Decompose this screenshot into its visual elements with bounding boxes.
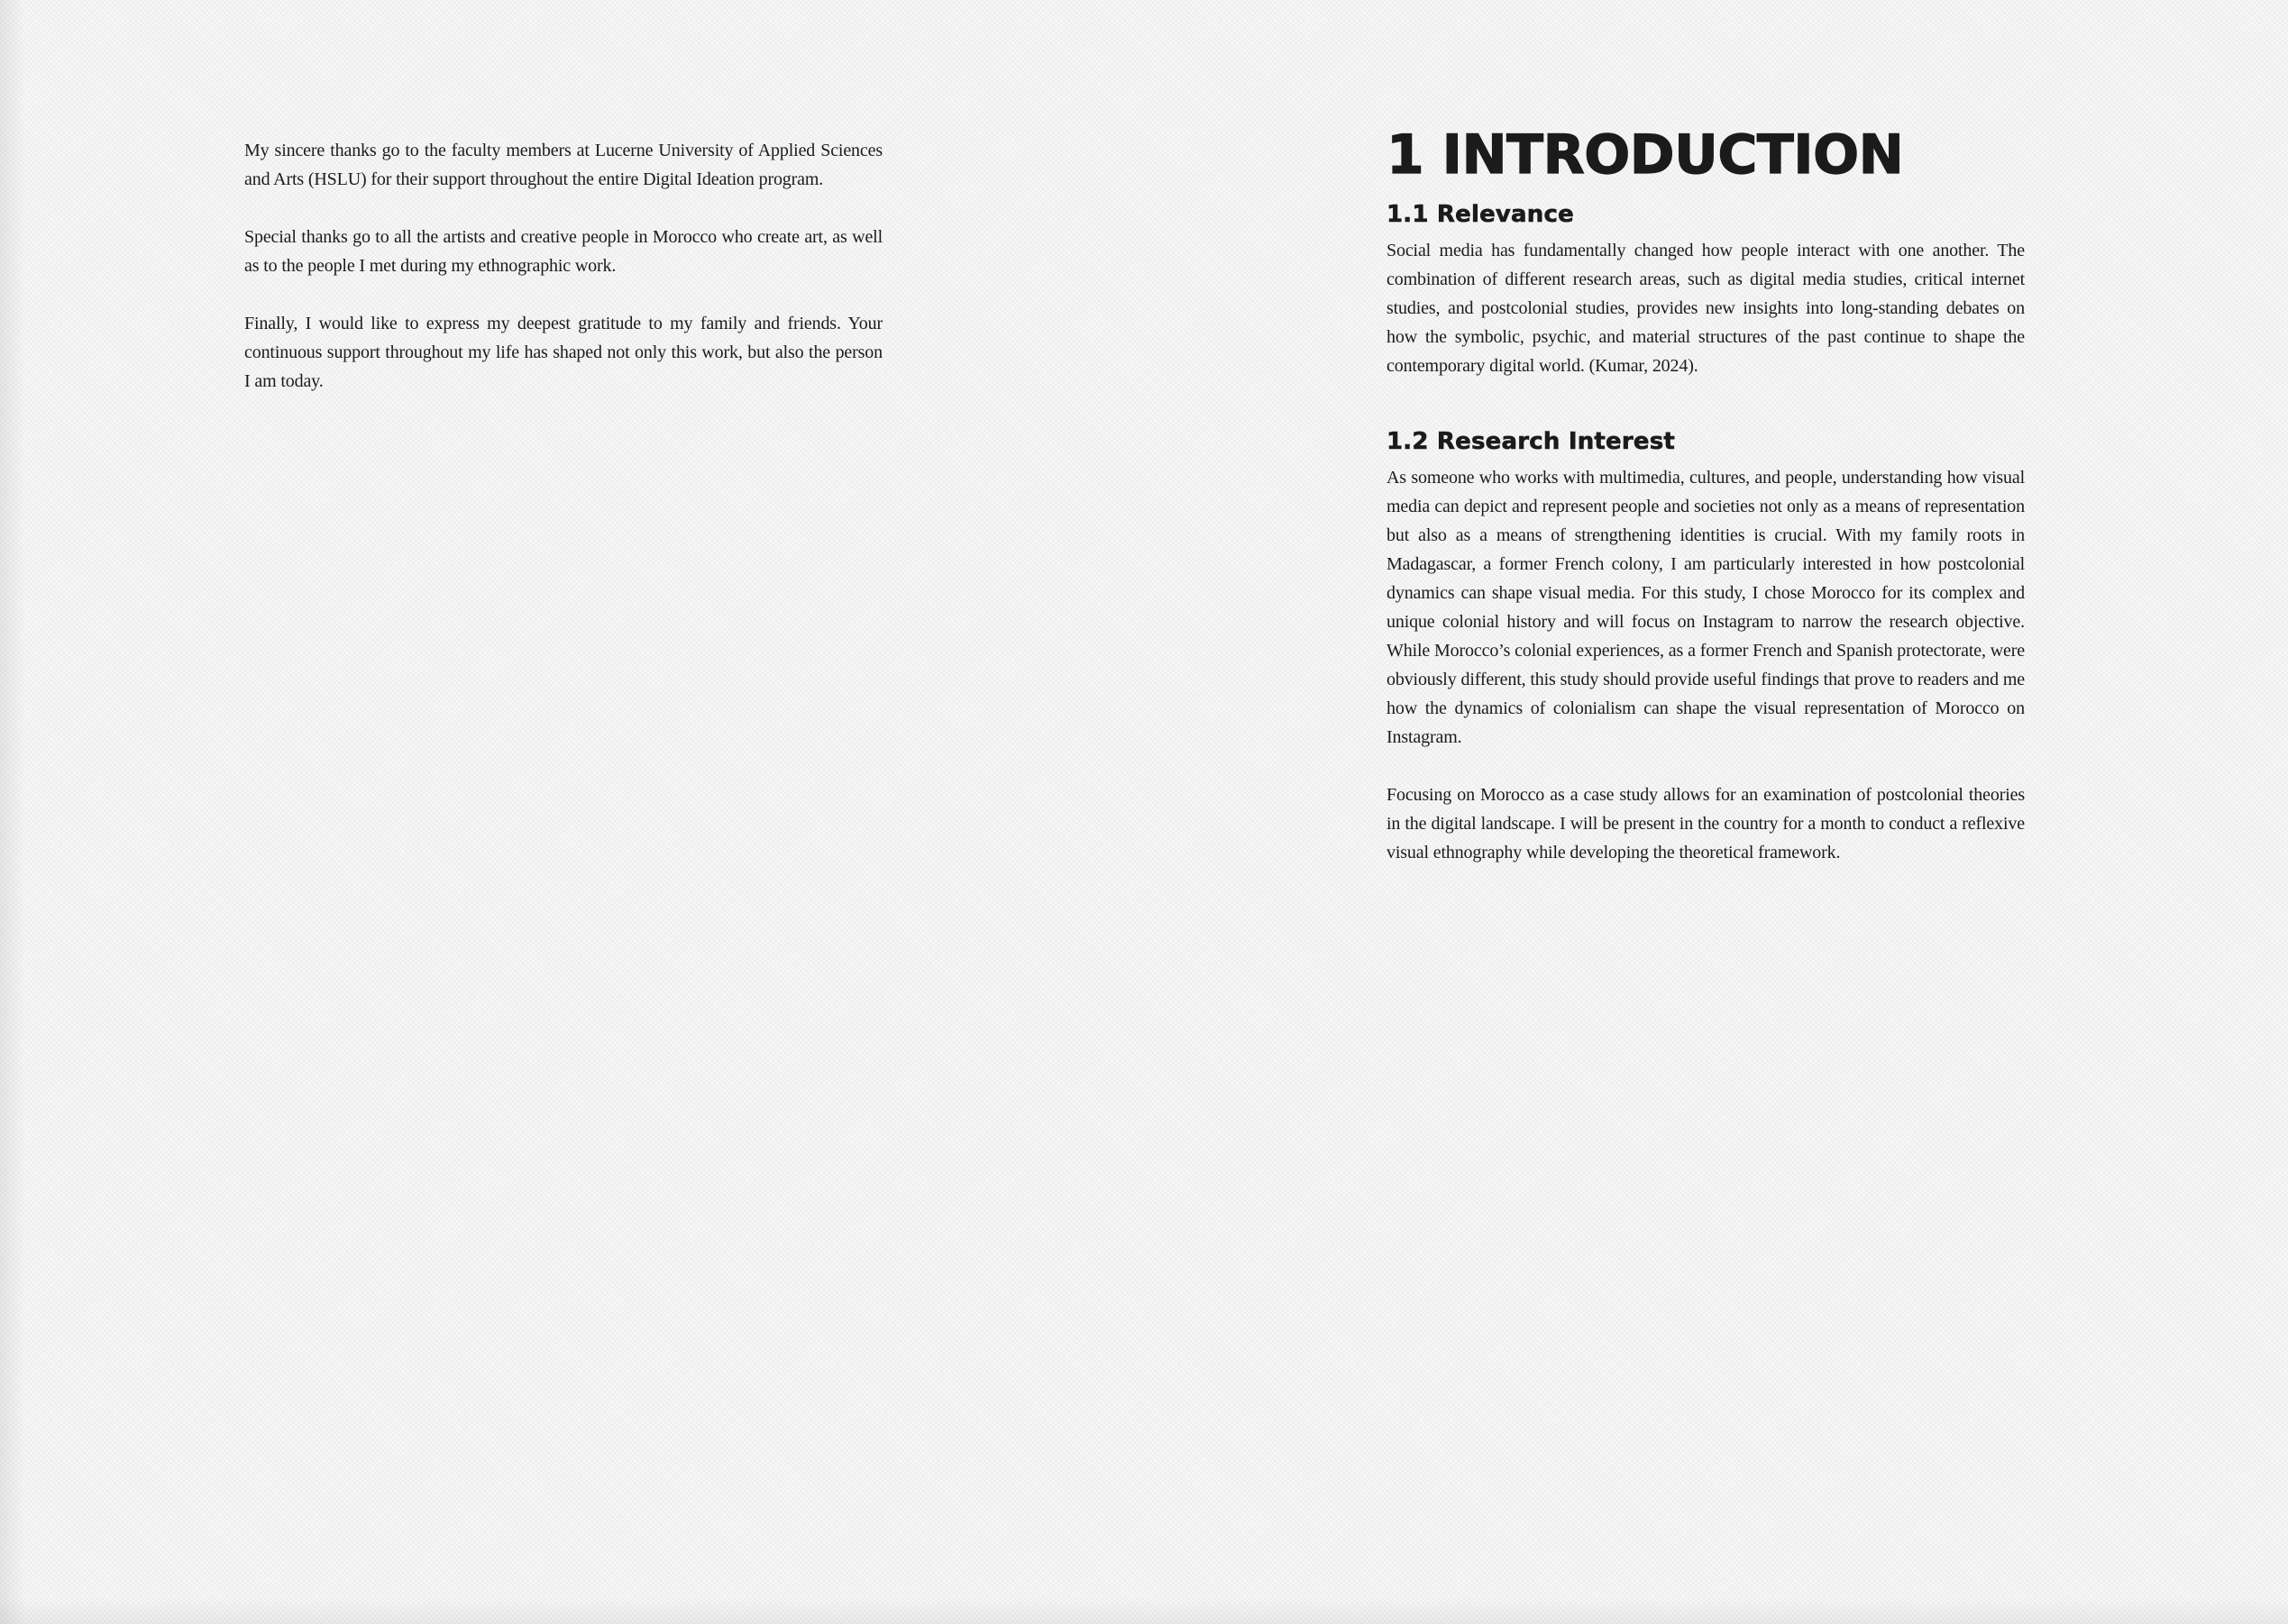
acknowledgement-paragraph-faculty: My sincere thanks go to the faculty members at Lucerne University of Applied Sciences and Arts (HSLU) for their support throughout the entire Digital Ideation program. xyxy=(244,141,883,189)
acknowledgement-paragraph-artists: Special thanks go to all the artists and creative people in Morocco who create art, as well as to the people I met during my ethnographic work. xyxy=(244,227,883,276)
introduction-column xyxy=(1387,123,2025,896)
right-page xyxy=(1144,0,2288,1624)
section-heading-research-interest: 1.2 Research Interest xyxy=(1387,428,1676,455)
acknowledgements-column xyxy=(244,136,883,424)
section-spacer xyxy=(1387,409,2025,427)
acknowledgement-paragraph-family: Finally, I would like to express my deepest gratitude to my family and friends. Your continuous support throughout my life has shaped not only this work, but also the person I am today. xyxy=(244,314,883,391)
relevance-paragraph: Social media has fundamentally changed how people interact with one another. The combination of different research areas, such as digital media studies, critical internet studies, and postcolonial studies, provides new insights into long-standing debates on how the symbolic, psychic, and material structures of the past continue to shape the contemporary digital world. (Kumar, 2024). xyxy=(1387,241,2025,376)
chapter-title: 1 INTRODUCTION xyxy=(1387,123,1904,187)
research-interest-paragraph-2: Focusing on Morocco as a case study allows for an examination of postcolonial theories in the digital landscape. I will be present in the country for a month to conduct a reflexive visual ethnography while developing the theoretical framework. xyxy=(1387,785,2025,862)
section-research-interest xyxy=(1387,427,2025,867)
section-heading-relevance: 1.1 Relevance xyxy=(1387,201,1574,228)
section-relevance xyxy=(1387,200,2025,380)
research-interest-paragraph-1: As someone who works with multimedia, cultures, and people, understanding how visual media can depict and represent people and societies not only as a means of representation but also as a means of strengthening identities is crucial. With my family roots in Madagascar, a former French colony, I am particularly interested in how postcolonial dynamics can shape visual media. For this study, I chose Morocco for its complex and unique colonial history and will focus on Instagram to narrow the research objective. While Morocco’s colonial experiences, as a former French and Spanish protectorate, were obviously different, this study should provide useful findings that prove to readers and me how the dynamics of colonialism can shape the visual representation of Morocco on Instagram. xyxy=(1387,468,2025,747)
